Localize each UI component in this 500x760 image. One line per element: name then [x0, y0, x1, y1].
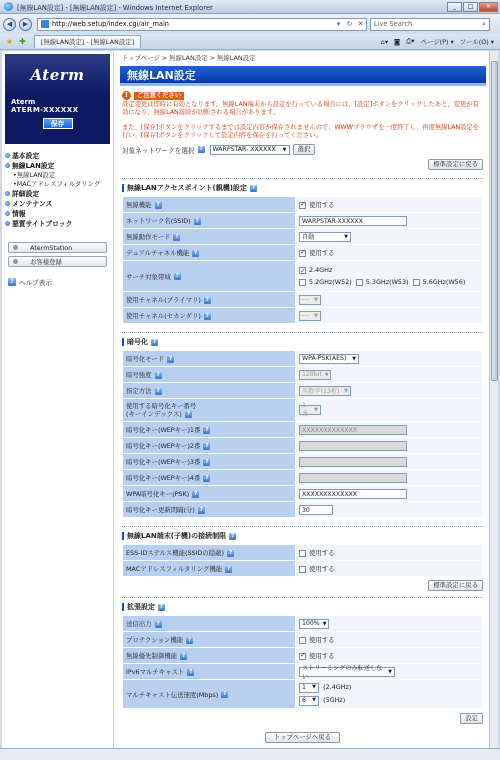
chevron-down-icon: ▼ [324, 371, 329, 378]
address-bar[interactable] [37, 18, 367, 31]
help-icon[interactable]: ? [156, 387, 160, 394]
table-row: WPA暗号化キー(PSK) ? XXXXXXXXXXXXX [123, 486, 482, 501]
bullet-icon [5, 163, 10, 168]
notice-title: ご注意ください [134, 92, 184, 100]
help-icon[interactable]: ? [189, 668, 193, 675]
dual-channel-checkbox[interactable] [299, 250, 306, 257]
section-encryption: 暗号化 ? 暗号化モード ? WPA-PSK(AES) ▼ 暗号強度 ? 128bit ▼ 指定方法 ? 英数字(13桁) ▼ 使用する暗号化キー番号 (キーインデックス) ? 1番 ▼ 暗号化キー(WEPキー)1番 ? XXXXXXXXXXXXX 暗号化キー(WEPキー)2番 ? 暗号化キー(WEPキー)3番 ? 暗号化キー(WEPキー)4番 ? WPA暗号化キー(PSK) ? XXXXXXXXXXXXX 暗号化キー更新間隔(分) ? 30 [122, 332, 483, 518]
nav-info[interactable]: 情報 [5, 208, 113, 218]
model-panel [5, 96, 110, 144]
apply-button[interactable]: 設定 [460, 713, 483, 724]
table-row: 使用チャネル(プライマリ) ? --- ▼ [123, 292, 482, 307]
table-row: 暗号化モード ? WPA-PSK(AES) ▼ [123, 351, 482, 366]
forward-button[interactable]: ▶ [19, 18, 32, 31]
chevron-down-icon: ▼ [388, 668, 392, 675]
tools-menu[interactable]: ツール(O) ▾ [459, 38, 494, 46]
wep-key-1-input[interactable]: XXXXXXXXXXXXX [299, 425, 407, 435]
wireless-enable-checkbox[interactable] [299, 202, 306, 209]
help-icon[interactable]: ? [156, 201, 160, 208]
aterm-logo: Aterm [5, 54, 110, 96]
help-icon[interactable]: ? [205, 312, 209, 319]
back-to-top-button[interactable]: トップページへ戻る [265, 732, 340, 743]
chevron-down-icon: ▼ [314, 312, 318, 319]
encryption-strength-select[interactable]: 128bit ▼ [299, 370, 331, 380]
nav-advanced[interactable]: 詳細設定 [5, 188, 113, 198]
search-placeholder: Live Search [374, 20, 413, 28]
chevron-down-icon: ▼ [282, 146, 287, 153]
key-index-select[interactable]: 1番 ▼ [299, 405, 321, 415]
multicast-rate-24-select[interactable]: 1 ▼ [299, 683, 319, 693]
band-52-checkbox[interactable] [299, 279, 306, 286]
bullet-icon [5, 221, 10, 226]
table-row: IPv6マルチキャスト ? ストリーミングのみ転送しない ▼ [123, 664, 482, 679]
tx-power-select[interactable]: 100% ▼ [299, 619, 329, 629]
address-url[interactable]: http://web.setup/index.cgi/air_main [52, 20, 169, 28]
chevron-down-icon: ▼ [312, 684, 316, 690]
table-row: 暗号化キー(WEPキー)2番 ? [123, 438, 482, 453]
band-56-checkbox[interactable] [413, 279, 420, 286]
dropdown-arrow-icon[interactable]: ▾ [336, 20, 341, 28]
nav-site-block[interactable]: 悪質サイトブロック [5, 218, 113, 228]
table-row: ESS-IDステルス機能(SSIDの隠蔽) ? 使用する [123, 545, 482, 560]
encryption-mode-select[interactable]: WPA-PSK(AES) ▼ [299, 354, 359, 364]
bullet-icon [5, 153, 10, 158]
select-button[interactable]: 選択 [293, 144, 316, 155]
help-icon[interactable]: ? [182, 652, 186, 659]
section-access-point: 無線LANアクセスポイント(親機)設定 ? 無線機能 ? ✓ 使用する ネットワーク名(SSID) ? WARPSTAR-XXXXXX 無線動作モード ? 自動 ▼ デュアルチャネル機能 ? ✓ 使用する サーチ対象帯域 ? ✓2.4GHz 5.2GHz(W52) 5.3GHz(W53) 5.6GHz(W56) 使用チャネル(プライマリ) ? --- ▼ 使用チャネル(セカンダリ) ? --- ▼ [122, 178, 483, 324]
chevron-down-icon: ▼ [352, 355, 356, 362]
close-button[interactable]: ✕ [479, 2, 498, 12]
table-row: 暗号化キー(WEPキー)3番 ? [123, 454, 482, 469]
stop-icon[interactable]: ✕ [357, 20, 364, 28]
primary-channel-select[interactable]: --- ▼ [299, 295, 321, 305]
help-icon[interactable]: ? [156, 371, 160, 378]
table-row: マルチキャスト伝送速度(Mbps) ? 1 ▼ (2.4GHz) 6 ▼ (5GHz) [123, 680, 482, 708]
home-icon[interactable]: ⌂▾ [380, 37, 389, 46]
nav-maintenance[interactable]: メンテナンス [5, 198, 113, 208]
extended-table [122, 615, 483, 709]
section-marker [122, 184, 124, 192]
search-icon[interactable]: ⌕ [482, 19, 486, 28]
help-icon[interactable]: ? [205, 474, 209, 481]
favorites-star-icon[interactable]: ★ [6, 37, 14, 46]
help-icon[interactable]: ? [199, 506, 203, 513]
main-content [116, 51, 489, 748]
table-row: 暗号化キー(WEPキー)4番 ? [123, 470, 482, 485]
breadcrumb: トップページ > 無線LAN設定 > 無線LAN設定 [122, 54, 256, 62]
chevron-down-icon: ▼ [322, 620, 327, 627]
sidebar [2, 51, 114, 748]
bullet-icon [5, 191, 10, 196]
help-icon[interactable]: ? [186, 410, 191, 417]
multicast-rate-5-select[interactable]: 6 ▼ [299, 696, 319, 706]
priority-control-checkbox[interactable] [299, 653, 306, 660]
band-53-checkbox[interactable] [356, 279, 363, 286]
maximize-button[interactable]: □ [463, 2, 478, 12]
button-dot-icon [13, 259, 18, 264]
table-row: MACアドレスフィルタリング機能 ? 使用する [123, 561, 482, 576]
table-row: 暗号化キー更新間隔(分) ? 30 [123, 502, 482, 517]
add-favorites-icon[interactable]: ✚ [19, 37, 26, 46]
help-icon[interactable]: ? [228, 549, 233, 556]
psk-input[interactable]: XXXXXXXXXXXXX [299, 489, 407, 499]
mode-select[interactable]: 自動 ▼ [299, 232, 351, 242]
page-icon [41, 20, 49, 28]
protection-checkbox[interactable] [299, 637, 306, 644]
help-icon[interactable]: ? [188, 636, 192, 643]
model-brand: Aterm [11, 98, 36, 106]
section-connection-limit: 無線LAN端末(子機)の接続制限 ? ESS-IDステルス機能(SSIDの隠蔽) ? 使用する MACアドレスフィルタリング機能 ? 使用する [122, 526, 483, 577]
chevron-down-icon: ▼ [314, 407, 318, 413]
connection-limit-table [122, 544, 483, 577]
target-network-select[interactable]: WARPSTAR- XXXXXX ▼ [210, 145, 290, 155]
bullet-icon [5, 201, 10, 206]
help-icon[interactable]: ? [8, 278, 16, 286]
notice-text-2: また、[保存]ボタンをクリックするまでは設定内容が保存されませんので、WWWブラウザを一度終了し、再度無線LAN設定を行い、[保存]ボタンをクリックして設定内容を保存を行ってください。 [122, 124, 480, 139]
bullet-icon [5, 211, 10, 216]
section-marker [122, 603, 124, 611]
back-button[interactable]: ◀ [3, 18, 16, 31]
refresh-icon[interactable]: ↻ [346, 20, 353, 28]
address-toolbar [0, 14, 500, 34]
help-icon[interactable]: ? [175, 233, 179, 240]
chevron-down-icon: ▼ [344, 387, 348, 394]
feeds-icon[interactable]: ◙ [394, 37, 401, 46]
table-row: プロテクション機能 ? 使用する [123, 632, 482, 647]
key-interval-input[interactable]: 30 [299, 505, 333, 515]
help-icon[interactable]: ? [168, 355, 173, 362]
help-icon[interactable]: ? [194, 249, 198, 256]
table-row: 使用チャネル(セカンダリ) ? --- ▼ [123, 308, 482, 323]
tab-toolbar [0, 34, 500, 50]
help-icon[interactable]: ? [227, 565, 231, 572]
sidebar-nav [2, 150, 113, 228]
window-titlebar [0, 0, 500, 14]
vertical-scrollbar[interactable] [489, 51, 498, 748]
status-bar [0, 748, 500, 760]
table-row: 無線動作モード ? 自動 ▼ [123, 229, 482, 244]
section-marker [122, 532, 124, 540]
help-icon[interactable]: ? [251, 184, 256, 191]
help-toggle[interactable]: ? ヘルプ表示 [8, 277, 107, 287]
help-icon[interactable]: ? [175, 273, 179, 279]
stealth-checkbox[interactable] [299, 550, 306, 557]
restore-defaults-button[interactable]: 標準設定に戻る [428, 159, 483, 170]
customer-registration-button[interactable]: お客様登録 [8, 256, 107, 267]
mac-filter-checkbox[interactable] [299, 566, 306, 573]
table-row: 暗号強度 ? 128bit ▼ [123, 367, 482, 382]
help-icon[interactable]: ? [199, 146, 203, 152]
minimize-button[interactable]: _ [447, 2, 462, 12]
model-name: ATERM-XXXXXX [11, 106, 79, 114]
scrollbar-thumb[interactable] [491, 61, 498, 381]
notice-text-1: 設定変更は即時に有効となります。無線LAN端末から設定を行っている場合には、[設定]ボタンをクリックしたあと、変更が有効になり、無線LAN接続が切断される場合があります。 [122, 101, 479, 116]
wep-key-2-input[interactable] [299, 441, 407, 451]
table-row: サーチ対象帯域 ? ✓2.4GHz 5.2GHz(W52) 5.3GHz(W53) 5.6GHz(W56) [123, 261, 482, 291]
help-icon[interactable]: ? [223, 691, 227, 697]
warning-icon: ! [122, 91, 131, 100]
help-icon[interactable]: ? [159, 603, 164, 610]
chevron-down-icon: ▼ [344, 233, 348, 240]
target-network-label: 対象ネットワークを選択 [122, 146, 195, 155]
atermstation-button[interactable]: AtermStation [8, 242, 107, 253]
page-menu[interactable]: ページ(P) ▾ [420, 38, 454, 46]
help-icon[interactable]: ? [156, 620, 160, 627]
ie-logo-icon [4, 2, 13, 11]
section-marker [122, 338, 124, 346]
key-method-select[interactable]: 英数字(13桁) ▼ [299, 386, 351, 396]
nav-basic[interactable]: 基本設定 [5, 150, 113, 160]
button-dot-icon [13, 245, 18, 250]
section-extended: 拡張設定 ? 送信出力 ? 100% ▼ プロテクション機能 ? 使用する 無線優先制御機能 ? ✓ 使用する IPv6マルチキャスト ? ストリーミングのみ転送しない ▼ マルチキャスト伝送速度(Mbps) ? 1 ▼ (2.4GHz) 6 ▼ (5GHz) [122, 597, 483, 709]
print-icon[interactable]: ⎙▾ [406, 37, 415, 45]
band-24-checkbox[interactable] [299, 267, 306, 274]
help-icon[interactable]: ? [205, 296, 209, 303]
table-row: 送信出力 ? 100% ▼ [123, 616, 482, 631]
help-icon[interactable]: ? [205, 426, 209, 433]
table-row: 暗号化キー(WEPキー)1番 ? XXXXXXXXXXXXX [123, 422, 482, 437]
ssid-input[interactable]: WARPSTAR-XXXXXX [299, 216, 407, 226]
wep-key-3-input[interactable] [299, 457, 407, 467]
restore-defaults-button-2[interactable]: 標準設定に戻る [428, 580, 483, 591]
wep-key-4-input[interactable] [299, 473, 407, 483]
help-icon[interactable]: ? [231, 532, 235, 539]
table-row: デュアルチャネル機能 ? ✓ 使用する [123, 245, 482, 260]
chevron-down-icon: ▼ [314, 296, 318, 303]
table-row: 無線優先制御機能 ? ✓ 使用する [123, 648, 482, 663]
secondary-channel-select[interactable]: --- ▼ [299, 311, 321, 321]
nav-wireless[interactable]: 無線LAN設定 [5, 160, 113, 170]
nav-wireless-settings[interactable]: •無線LAN設定 [13, 171, 56, 179]
target-network-row [122, 144, 483, 155]
notice-box [122, 91, 483, 140]
table-row: ネットワーク名(SSID) ? WARPSTAR-XXXXXX [123, 213, 482, 228]
help-icon[interactable]: ? [195, 217, 199, 224]
help-icon[interactable]: ? [194, 490, 198, 497]
table-row: 使用する暗号化キー番号 (キーインデックス) ? 1番 ▼ [123, 399, 482, 421]
help-icon[interactable]: ? [152, 338, 157, 345]
help-icon[interactable]: ? [205, 458, 209, 465]
window-title: [無線LAN設定] - [無線LAN設定] - Windows Internet Explorer [17, 3, 213, 12]
help-icon[interactable]: ? [205, 442, 209, 449]
access-point-table [122, 196, 483, 324]
encryption-table [122, 350, 483, 518]
chevron-down-icon: ▼ [312, 697, 316, 703]
ipv6-multicast-select[interactable]: ストリーミングのみ転送しない ▼ [299, 667, 395, 677]
search-box[interactable] [370, 18, 490, 31]
table-row: 指定方法 ? 英数字(13桁) ▼ [123, 383, 482, 398]
page-content [2, 51, 489, 748]
table-row: 無線機能 ? ✓ 使用する [123, 197, 482, 212]
page-title: 無線LAN設定 [120, 66, 486, 86]
save-button[interactable]: 保存 [43, 118, 73, 129]
nav-mac-filter[interactable]: •MACアドレスフィルタリング [13, 180, 101, 188]
browser-tab[interactable]: [無線LAN設定] - [無線LAN設定] [34, 35, 141, 48]
